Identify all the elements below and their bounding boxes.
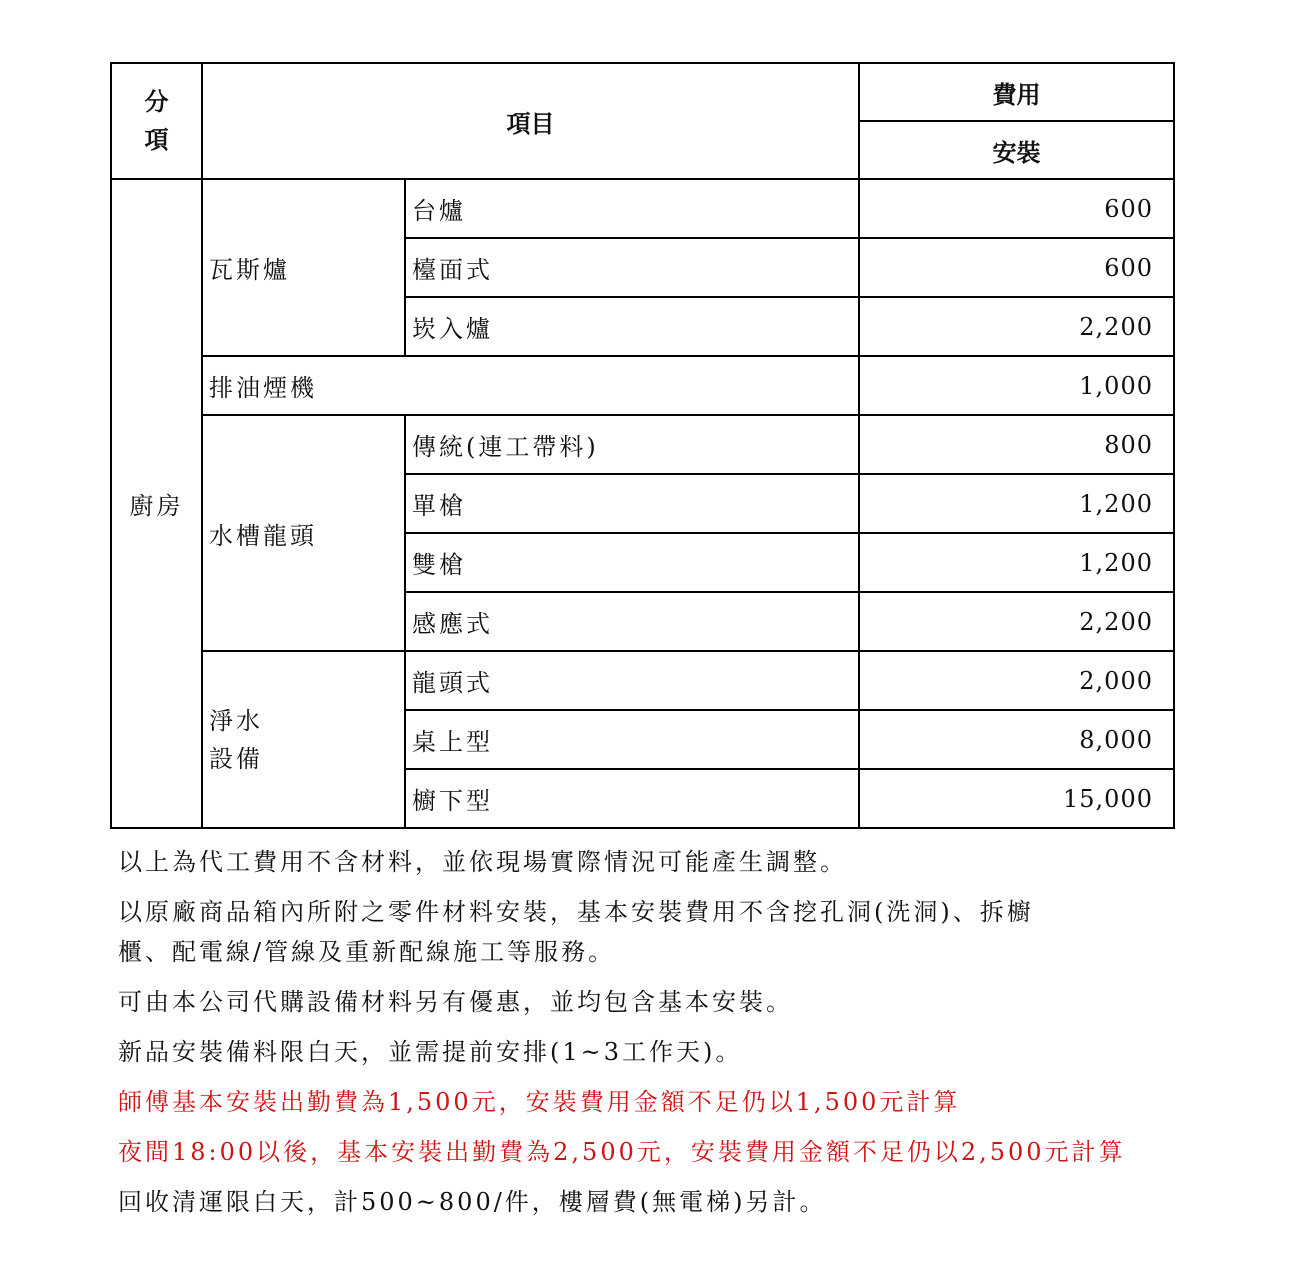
note-original-parts-line1: 以原廠商品箱內所附之零件材料安裝，基本安裝費用不含挖孔洞(洗洞)、拆櫥 (118, 898, 1034, 926)
item-name: 崁入爐 (405, 297, 859, 356)
subcategory-water-purifier-line1: 淨水 (209, 706, 263, 735)
item-name: 單槍 (405, 474, 859, 533)
note-labor-only: 以上為代工費用不含材料，並依現場實際情況可能產生調整。 (118, 848, 847, 876)
item-price: 600 (859, 238, 1174, 297)
item-name: 櫥下型 (405, 769, 859, 828)
header-install: 安裝 (859, 121, 1174, 179)
header-category-line1: 分 (144, 87, 169, 116)
note-purchase-discount: 可由本公司代購設備材料另有優惠，並均包含基本安裝。 (118, 988, 793, 1016)
item-price: 1,200 (859, 474, 1174, 533)
table-row (111, 415, 1174, 474)
item-name: 台爐 (405, 179, 859, 238)
item-name: 龍頭式 (405, 651, 859, 710)
header-cost: 費用 (859, 63, 1174, 121)
note-daytime-schedule: 新品安裝備料限白天，並需提前安排(1~3工作天)。 (118, 1038, 743, 1066)
note-night-fee: 夜間18:00以後，基本安裝出勤費為2,500元，安裝費用金額不足仍以2,500元計算 (118, 1138, 1126, 1166)
header-category (111, 63, 202, 179)
table-row (111, 356, 1174, 415)
item-price: 2,000 (859, 651, 1174, 710)
item-price: 8,000 (859, 710, 1174, 769)
item-price: 800 (859, 415, 1174, 474)
note-call-out-fee: 師傅基本安裝出勤費為1,500元，安裝費用金額不足仍以1,500元計算 (118, 1088, 961, 1116)
item-price: 2,200 (859, 297, 1174, 356)
note-recycling: 回收清運限白天，計500~800/件，樓層費(無電梯)另計。 (118, 1188, 827, 1216)
item-price: 15,000 (859, 769, 1174, 828)
item-name: 檯面式 (405, 238, 859, 297)
table-row (111, 651, 1174, 710)
item-price: 1,200 (859, 533, 1174, 592)
header-category-line2: 項 (144, 125, 169, 154)
subcategory-water-purifier-line2: 設備 (209, 744, 263, 773)
item-price: 600 (859, 179, 1174, 238)
item-name: 桌上型 (405, 710, 859, 769)
item-name: 傳統(連工帶料) (405, 415, 859, 474)
subcategory-gas-stove: 瓦斯爐 (202, 179, 405, 356)
header-item: 項目 (202, 63, 859, 179)
notes (118, 842, 1198, 1222)
subcategory-faucet: 水槽龍頭 (202, 415, 405, 651)
subcategory-water-purifier (202, 651, 405, 828)
table-row (111, 179, 1174, 238)
item-name: 感應式 (405, 592, 859, 651)
price-table (110, 62, 1175, 829)
item-name: 雙槍 (405, 533, 859, 592)
subcategory-range-hood: 排油煙機 (202, 356, 859, 415)
category-kitchen: 廚房 (111, 179, 202, 828)
item-price: 1,000 (859, 356, 1174, 415)
note-original-parts-line2: 櫃、配電線/管線及重新配線施工等服務。 (118, 938, 616, 966)
item-price: 2,200 (859, 592, 1174, 651)
